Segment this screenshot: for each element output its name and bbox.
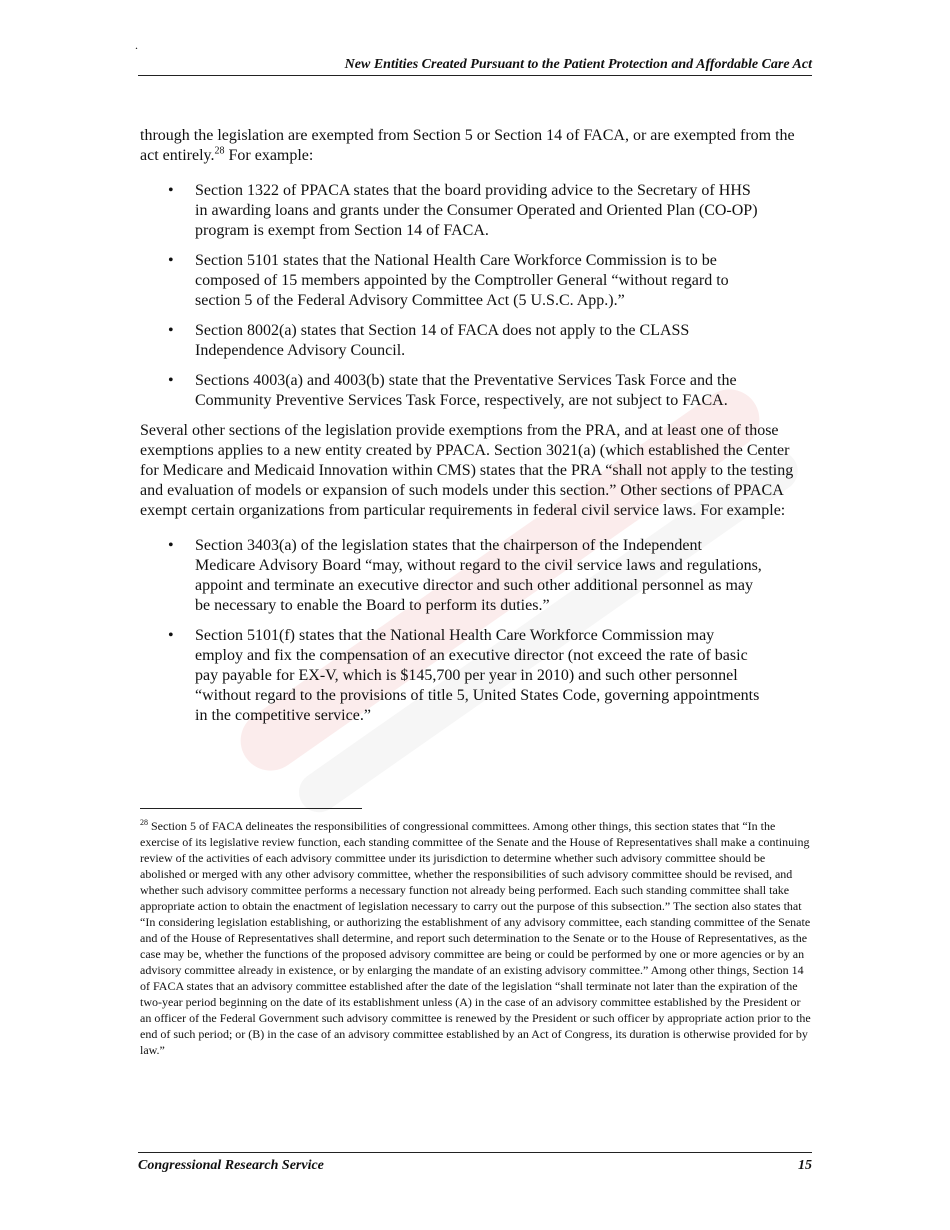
list-item [140,536,764,616]
intro-paragraph [140,126,812,166]
list-item [140,371,764,411]
footer-source: Congressional Research Service [138,1158,324,1173]
list-item-text: Sections 4003(a) and 4003(b) state that the Preventative Services Task Force and the Community Preventive Services Task Force, respectively, are not subject to FACA. [195,372,737,409]
list-item-text: Section 1322 of PPACA states that the board providing advice to the Secretary of HHS in awarding loans and grants under the Consumer Operated and Oriented Plan (CO-OP) program is exempt from Section 14 of FACA. [195,182,758,239]
list-item-text: Section 8002(a) states that Section 14 of FACA does not apply to the CLASS Independence Advisory Council. [195,322,690,359]
page-number: 15 [798,1158,812,1173]
intro-text: through the legislation are exempted from Section 5 or Section 14 of FACA, or are exempted from the act entirely. [140,127,795,164]
footnote-ref[interactable]: 28 [214,145,225,157]
page-mark: . [135,38,138,52]
running-footer [138,1152,812,1175]
footnote-number: 28 [140,818,148,827]
footnote-divider [140,808,362,809]
list-item [140,626,764,726]
footnote [140,818,812,1058]
civil-service-list [140,536,812,726]
body-paragraph: Several other sections of the legislation provide exemptions from the PRA, and at least one of those exemptions applies to a new entity created by PPACA. Section 3021(a) (which established the Center for Medicare and Medicaid Innovation within CMS) states that the PRA “shall not apply to the testing and evaluation of models or expansion of such models under this section.” Other sections of PPACA exempt certain organizations from particular requirements in federal civil service laws. For example: [140,422,794,519]
list-item-text: Section 3403(a) of the legislation states that the chairperson of the Independent Medicare Advisory Board “may, without regard to the civil service laws and regulations, appoint and terminate an executive director and such other additional personnel as may be necessary to enable the Board to perform its duties.” [195,537,762,614]
exemption-list [140,181,812,411]
list-item [140,321,764,361]
intro-text-end: For example: [224,147,314,164]
bullet: • [168,627,174,644]
list-item-text: Section 5101 states that the National Health Care Workforce Commission is to be composed of 15 members appointed by the Comptroller General “without regard to section 5 of the Federal Advisory Committee Act (5 U.S.C. App.).” [195,252,729,309]
bullet: • [168,252,174,269]
header-title: New Entities Created Pursuant to the Patient Protection and Affordable Care Act [344,57,812,72]
bullet: • [168,322,174,339]
footnote-text: Section 5 of FACA delineates the responsibilities of congressional committees. Among other things, this section states that “In the exercise of its legislative review function, each standing committee of the Senate and the House of Representatives shall make a continuing review of the activities of each advisory committee under its jurisdiction to determine whether such advisory committee should be abolished or merged with any other advisory committee, whether the responsibilities of such advisory committee should be revised, and whether such advisory committee performs a necessary function not already being performed. Each such standing committee shall take appropriate action to obtain the enactment of legislation necessary to carry out the purpose of this subsection.” The section also states that “In considering legislation establishing, or authorizing the establishment of any advisory committee, each standing committee of the Senate and of the House of Representatives shall determine, and report such determination to the Senate or to the House of Representatives, as the case may be, whether the functions of the proposed advisory committee are being or could be performed by one or more agencies or by an advisory committee already in existence, or by enlarging the mandate of an existing advisory committee.” Among other things, Section 14 of FACA states that an advisory committee established after the date of the legislation “shall terminate not later than the expiration of the two-year period beginning on the date of its establishment unless (A) in the case of an advisory committee established by the President or an officer of the Federal Government such advisory committee is renewed by the President or such officer by appropriate action prior to the end of such period; or (B) in the case of an advisory committee established by an Act of Congress, its duration is otherwise provided for by law.” [140,819,811,1057]
list-item [140,181,764,241]
list-item [140,251,764,311]
bullet: • [168,537,174,554]
running-header [138,56,812,76]
list-item-text: Section 5101(f) states that the National Health Care Workforce Commission may employ and fix the compensation of an executive director (not exceed the rate of basic pay payable for EX-V, which is $145,700 per year in 2010) and such other personnel “without regard to the provisions of title 5, United States Code, governing appointments in the competitive service.” [195,627,760,724]
bullet: • [168,372,174,389]
body-text [140,126,812,726]
bullet: • [168,182,174,199]
